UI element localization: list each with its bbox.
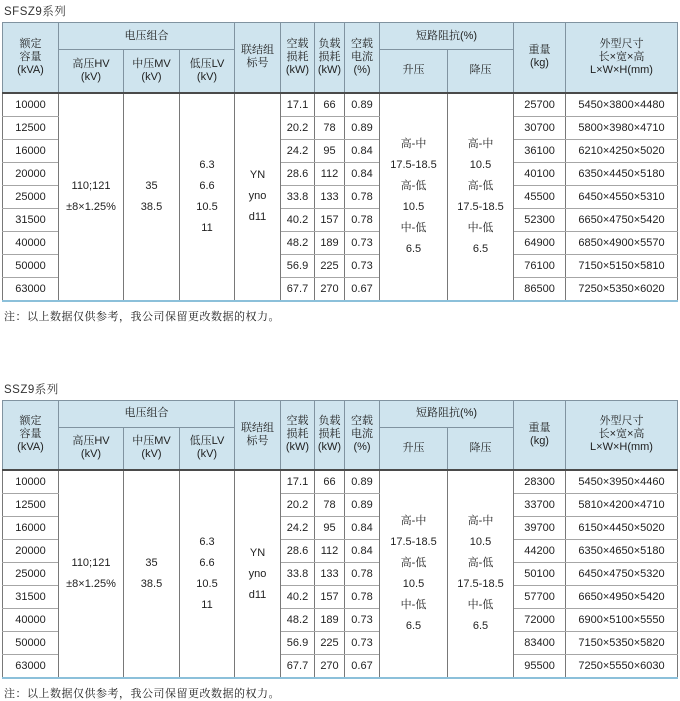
rated-capacity-cell: 50000 [3, 254, 59, 277]
col-header-vector-group: 联结组 标号 [235, 400, 281, 470]
no-load-current-cell: 0.84 [345, 540, 380, 563]
no-load-current-cell: 0.78 [345, 208, 380, 231]
col-header-rated-capacity: 额定 容量 (kVA) [3, 23, 59, 93]
dimensions-cell: 5810×4200×4710 [566, 494, 678, 517]
no-load-current-cell: 0.73 [345, 231, 380, 254]
col-header-rated-capacity: 额定 容量 (kVA) [3, 400, 59, 470]
vector-group-cell: YN yno d11 [235, 470, 281, 678]
mv-voltage-cell: 35 38.5 [124, 470, 180, 678]
col-header-short-circuit-impedance: 短路阻抗(%) [380, 400, 514, 427]
load-loss-cell: 189 [315, 231, 345, 254]
weight-cell: 52300 [514, 208, 566, 231]
no-load-current-cell: 0.89 [345, 116, 380, 139]
mv-voltage-cell: 35 38.5 [124, 93, 180, 301]
load-loss-cell: 66 [315, 470, 345, 494]
col-header-hv: 高压HV (kV) [59, 50, 124, 93]
col-header-step-up: 升压 [380, 427, 448, 470]
impedance-step-down-cell: 高-中 10.5 高-低 17.5-18.5 中-低 6.5 [448, 470, 514, 678]
col-header-voltage-combination: 电压组合 [59, 400, 235, 427]
table-title: SSZ9系列 [4, 381, 678, 397]
weight-cell: 95500 [514, 655, 566, 679]
weight-cell: 28300 [514, 470, 566, 494]
dimensions-cell: 5450×3950×4460 [566, 470, 678, 494]
rated-capacity-cell: 40000 [3, 231, 59, 254]
load-loss-cell: 112 [315, 540, 345, 563]
rated-capacity-cell: 10000 [3, 470, 59, 494]
no-load-current-cell: 0.84 [345, 139, 380, 162]
dimensions-cell: 6650×4750×5420 [566, 208, 678, 231]
dimensions-cell: 6650×4950×5420 [566, 586, 678, 609]
col-header-no-load-loss: 空载 损耗 (kW) [281, 23, 315, 93]
vector-group-cell: YN yno d11 [235, 93, 281, 301]
no-load-loss-cell: 20.2 [281, 116, 315, 139]
weight-cell: 86500 [514, 277, 566, 301]
no-load-loss-cell: 33.8 [281, 185, 315, 208]
rated-capacity-cell: 10000 [3, 93, 59, 117]
weight-cell: 83400 [514, 632, 566, 655]
weight-cell: 64900 [514, 231, 566, 254]
no-load-current-cell: 0.67 [345, 277, 380, 301]
no-load-loss-cell: 48.2 [281, 609, 315, 632]
weight-cell: 57700 [514, 586, 566, 609]
rated-capacity-cell: 16000 [3, 139, 59, 162]
load-loss-cell: 270 [315, 655, 345, 679]
rated-capacity-cell: 12500 [3, 494, 59, 517]
no-load-current-cell: 0.78 [345, 563, 380, 586]
no-load-loss-cell: 33.8 [281, 563, 315, 586]
dimensions-cell: 6850×4900×5570 [566, 231, 678, 254]
rated-capacity-cell: 20000 [3, 162, 59, 185]
table-row [3, 470, 678, 494]
load-loss-cell: 78 [315, 494, 345, 517]
load-loss-cell: 270 [315, 277, 345, 301]
table-row [3, 93, 678, 117]
lv-voltage-cell: 6.3 6.6 10.5 11 [180, 470, 235, 678]
no-load-loss-cell: 28.6 [281, 540, 315, 563]
no-load-loss-cell: 28.6 [281, 162, 315, 185]
table-header [3, 23, 678, 93]
col-header-dimensions: 外型尺寸 长×宽×高 L×W×H(mm) [566, 400, 678, 470]
table-body [3, 470, 678, 678]
col-header-load-loss: 负载 损耗 (kW) [315, 400, 345, 470]
rated-capacity-cell: 50000 [3, 632, 59, 655]
no-load-current-cell: 0.73 [345, 254, 380, 277]
col-header-step-up: 升压 [380, 50, 448, 93]
no-load-loss-cell: 67.7 [281, 277, 315, 301]
rated-capacity-cell: 31500 [3, 586, 59, 609]
no-load-loss-cell: 17.1 [281, 470, 315, 494]
weight-cell: 72000 [514, 609, 566, 632]
no-load-current-cell: 0.89 [345, 494, 380, 517]
dimensions-cell: 7250×5350×6020 [566, 277, 678, 301]
weight-cell: 25700 [514, 93, 566, 117]
load-loss-cell: 225 [315, 254, 345, 277]
load-loss-cell: 95 [315, 517, 345, 540]
rated-capacity-cell: 25000 [3, 563, 59, 586]
load-loss-cell: 95 [315, 139, 345, 162]
dimensions-cell: 6350×4450×5180 [566, 162, 678, 185]
table-header [3, 400, 678, 470]
col-header-weight: 重量 (kg) [514, 400, 566, 470]
table-title: SFSZ9系列 [4, 3, 678, 19]
no-load-loss-cell: 67.7 [281, 655, 315, 679]
weight-cell: 33700 [514, 494, 566, 517]
weight-cell: 40100 [514, 162, 566, 185]
dimensions-cell: 6350×4650×5180 [566, 540, 678, 563]
disclaimer-note: 注：以上数据仅供参考，我公司保留更改数据的权力。 [4, 308, 678, 324]
no-load-loss-cell: 40.2 [281, 586, 315, 609]
load-loss-cell: 112 [315, 162, 345, 185]
load-loss-cell: 78 [315, 116, 345, 139]
weight-cell: 30700 [514, 116, 566, 139]
col-header-short-circuit-impedance: 短路阻抗(%) [380, 23, 514, 50]
rated-capacity-cell: 25000 [3, 185, 59, 208]
col-header-hv: 高压HV (kV) [59, 427, 124, 470]
dimensions-cell: 6150×4450×5020 [566, 517, 678, 540]
load-loss-cell: 157 [315, 208, 345, 231]
dimensions-cell: 6210×4250×5020 [566, 139, 678, 162]
no-load-current-cell: 0.78 [345, 586, 380, 609]
no-load-current-cell: 0.73 [345, 632, 380, 655]
dimensions-cell: 7250×5550×6030 [566, 655, 678, 679]
rated-capacity-cell: 12500 [3, 116, 59, 139]
weight-cell: 76100 [514, 254, 566, 277]
load-loss-cell: 157 [315, 586, 345, 609]
disclaimer-note: 注：以上数据仅供参考，我公司保留更改数据的权力。 [4, 685, 678, 701]
no-load-loss-cell: 48.2 [281, 231, 315, 254]
col-header-no-load-current: 空载 电流 (%) [345, 23, 380, 93]
no-load-loss-cell: 20.2 [281, 494, 315, 517]
col-header-step-down: 降压 [448, 427, 514, 470]
rated-capacity-cell: 31500 [3, 208, 59, 231]
no-load-current-cell: 0.89 [345, 470, 380, 494]
dimensions-cell: 5450×3800×4480 [566, 93, 678, 117]
col-header-no-load-current: 空载 电流 (%) [345, 400, 380, 470]
no-load-current-cell: 0.78 [345, 185, 380, 208]
weight-cell: 39700 [514, 517, 566, 540]
col-header-mv: 中压MV (kV) [124, 50, 180, 93]
sfsz9-spec-table [2, 22, 678, 302]
dimensions-cell: 6900×5100×5550 [566, 609, 678, 632]
col-header-weight: 重量 (kg) [514, 23, 566, 93]
col-header-load-loss: 负载 损耗 (kW) [315, 23, 345, 93]
weight-cell: 44200 [514, 540, 566, 563]
dimensions-cell: 7150×5350×5820 [566, 632, 678, 655]
dimensions-cell: 6450×4750×5320 [566, 563, 678, 586]
load-loss-cell: 225 [315, 632, 345, 655]
no-load-current-cell: 0.89 [345, 93, 380, 117]
load-loss-cell: 133 [315, 185, 345, 208]
rated-capacity-cell: 20000 [3, 540, 59, 563]
rated-capacity-cell: 63000 [3, 655, 59, 679]
dimensions-cell: 6450×4550×5310 [566, 185, 678, 208]
load-loss-cell: 133 [315, 563, 345, 586]
col-header-mv: 中压MV (kV) [124, 427, 180, 470]
no-load-loss-cell: 56.9 [281, 632, 315, 655]
weight-cell: 50100 [514, 563, 566, 586]
weight-cell: 45500 [514, 185, 566, 208]
rated-capacity-cell: 63000 [3, 277, 59, 301]
no-load-current-cell: 0.73 [345, 609, 380, 632]
load-loss-cell: 66 [315, 93, 345, 117]
impedance-step-up-cell: 高-中 17.5-18.5 高-低 10.5 中-低 6.5 [380, 93, 448, 301]
col-header-vector-group: 联结组 标号 [235, 23, 281, 93]
col-header-lv: 低压LV (kV) [180, 50, 235, 93]
impedance-step-down-cell: 高-中 10.5 高-低 17.5-18.5 中-低 6.5 [448, 93, 514, 301]
rated-capacity-cell: 16000 [3, 517, 59, 540]
ssz9-spec-table [2, 400, 678, 680]
no-load-current-cell: 0.84 [345, 517, 380, 540]
col-header-dimensions: 外型尺寸 长×宽×高 L×W×H(mm) [566, 23, 678, 93]
hv-voltage-cell: 110;121 ±8×1.25% [59, 93, 124, 301]
weight-cell: 36100 [514, 139, 566, 162]
table-body [3, 93, 678, 301]
lv-voltage-cell: 6.3 6.6 10.5 11 [180, 93, 235, 301]
col-header-voltage-combination: 电压组合 [59, 23, 235, 50]
no-load-loss-cell: 40.2 [281, 208, 315, 231]
impedance-step-up-cell: 高-中 17.5-18.5 高-低 10.5 中-低 6.5 [380, 470, 448, 678]
no-load-current-cell: 0.84 [345, 162, 380, 185]
no-load-loss-cell: 56.9 [281, 254, 315, 277]
no-load-loss-cell: 24.2 [281, 517, 315, 540]
col-header-lv: 低压LV (kV) [180, 427, 235, 470]
load-loss-cell: 189 [315, 609, 345, 632]
rated-capacity-cell: 40000 [3, 609, 59, 632]
no-load-loss-cell: 24.2 [281, 139, 315, 162]
col-header-step-down: 降压 [448, 50, 514, 93]
no-load-current-cell: 0.67 [345, 655, 380, 679]
section-sfsz9 [2, 3, 678, 324]
col-header-no-load-loss: 空载 损耗 (kW) [281, 400, 315, 470]
hv-voltage-cell: 110;121 ±8×1.25% [59, 470, 124, 678]
dimensions-cell: 7150×5150×5810 [566, 254, 678, 277]
dimensions-cell: 5800×3980×4710 [566, 116, 678, 139]
no-load-loss-cell: 17.1 [281, 93, 315, 117]
section-ssz9 [2, 381, 678, 701]
